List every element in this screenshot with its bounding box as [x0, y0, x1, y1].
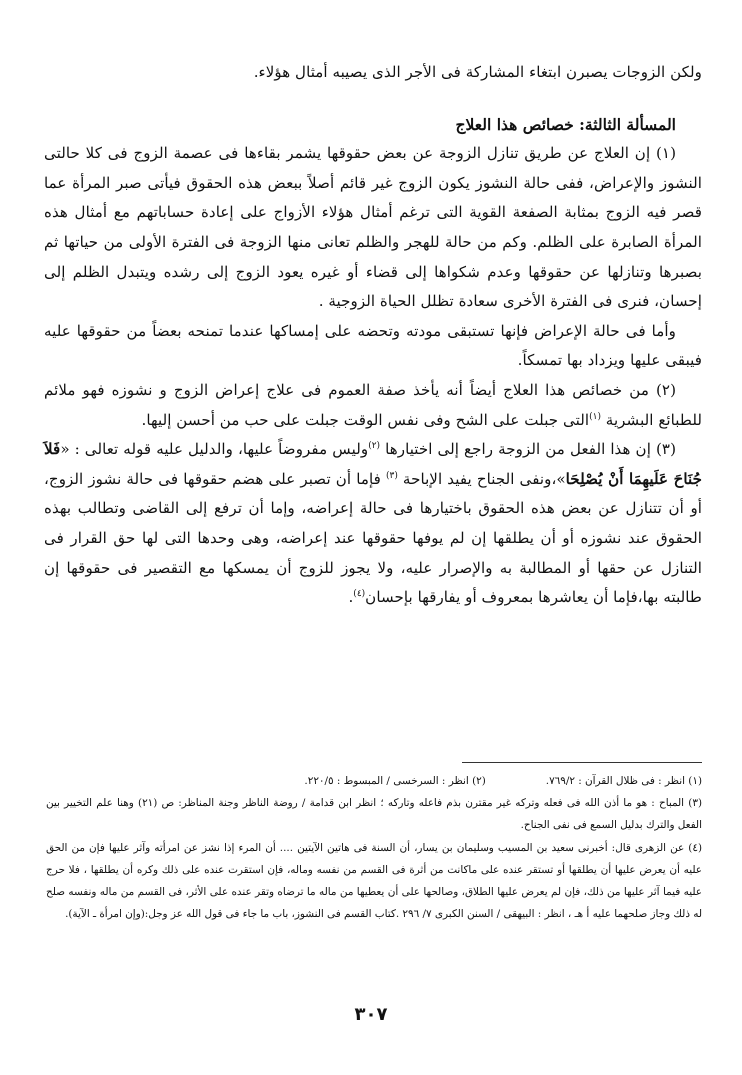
footnote-4: (٤) عن الزهرى قال: أخبرنى سعيد بن المسيب وسليمان بن يسار، أن السنة فى هاتين الآيتين .... أن المرء إذا نشز عن امرأته وآثر عليها فإن من الحق عليه أن يعرض عليها أن يطلقها أو تستقر عنده على ماكانت من أثرة فى القسم من نفسه وماله، فإن استقرت عنده على ذلك وكره أن يطلقها ، فلا حرج عليه فيما آثر عليها من ذلك، فإن لم يعرض عليها الطلاق، وصالحها على أن يعطيها من ماله ما ترضاه وتقر عنده على الأثر، فى القسم من ماله ونفسه صلح له ذلك وجاز صلحهما عليه أ هـ ، انظر : البيهقى / السنن الكبرى ٧/ ٢٩٦ .كتاب القسم فى النشوز، باب ما جاء فى قول الله عز وجل:(وإن امرأة ـ الآية). [46, 841, 702, 921]
footnote-3: (٣) المباح : هو ما أذن الله فى فعله وتركه غير مقترن بذم فاعله وتاركه ؛ انظر ابن قدامة / روضة الناظر وجنة المناظر: ص (٢١) وهنا علم التخيير بين الفعل والترك بدليل السمع فى نفى الجناح. [46, 797, 702, 832]
footnote-ref-3: (٣) [385, 470, 398, 481]
paragraph-4-part-c: »،ونفى الجناح يفيد الإباحة [397, 469, 566, 488]
section-heading-text: خصائص هذا العلاج [455, 114, 574, 134]
footnote-separator [462, 762, 702, 763]
intro-line: ولكن الزوجات يصبرن ابتغاء المشاركة فى الأجر الذى يصيبه أمثال هؤلاء. [253, 63, 702, 81]
paragraph-4-part-b: وليس مفروضاً عليها، والدليل عليه قوله تعالى : « [60, 440, 369, 459]
footnote-ref-2: (٢) [368, 441, 381, 452]
paragraph-3-part-b: التى جبلت على الشح وفى نفس الوقت جبلت على حب من أحسن إليها. [141, 410, 590, 429]
footnote-row-1-2 [46, 770, 702, 792]
paragraph-4 [44, 435, 702, 613]
main-text [44, 58, 702, 613]
paragraph-4-part-a: (٣) إن هذا الفعل من الزوجة راجع إلى اختيارها [380, 440, 676, 459]
footnote-2: (٢) انظر : السرخسى / المبسوط : ٢٢٠/٥. [304, 775, 486, 787]
paragraph-4-part-d: فإما أن تصبر على هضم حقوقها فى حالة نشوز الزوج، أو أن تتنازل عن بعض هذه الحقوق باختيارها فى حالة إعراضه، وإما أن ترفع إلى القاضى وتطالب بهذه الحقوق عند نشوزه أو أن يطلقها إن لم يوفها حقوقها عند إعراضه، وهى وحدها التى لها حق القرار فى التنازل عن حقها أو المطالبة به والإصرار عليه، ولا يجوز للزوج أن يمسكها مع التقصير فى حقوقها إن طالبته بها،فإما أن يعاشرها بمعروف أو يفارقها بإحسان [44, 469, 702, 607]
paragraph-4-end: . [348, 588, 354, 607]
section-heading [44, 110, 702, 140]
section-heading-label: المسألة الثالثة: [573, 114, 676, 134]
paragraph-2: وأما فى حالة الإعراض فإنها تستبقى مودته وتحضه على إمساكها عندما تمنحه بعضاً من حقوقها عليه فيبقى عليها ويزداد بها تمسكاً. [44, 321, 702, 370]
paragraph-3-part-a: (٢) من خصائص هذا العلاج أيضاً أنه يأخذ صفة العموم فى علاج إعراض الزوج و نشوزه فهو ملائم للطبائع البشرية [44, 380, 702, 429]
paragraph-1: (١) إن العلاج عن طريق تنازل الزوجة عن بعض حقوقها يشمر بقاءها فى عصمة الزوج فى كلا حالتى النشوز والإعراض، ففى حالة النشوز يكون الزوج غير قائم أصلاً ببعض هذه الحقوق فيأتى صبر المرأة عما قصر فيه الزوج بمثابة الصفعة القوية التى ترغم أمثال هؤلاء الأزواج على إعادة حساباتهم مع أمثال هذه المرأة الصابرة على الظلم. وكم من حالة للهجر والظلم تعانى منها الزوجة فى الفترة الأولى من حياتها ثم بصبرها وتنازلها عن حقوقها وعدم شكواها إلى قضاء أو غيره يعود الزوج إلى رشده ويتبدل الظلم إلى إحسان، فنرى فى الفترة الأخرى سعادة تظلل الحياة الزوجية . [44, 144, 702, 311]
paragraph-3 [44, 376, 702, 435]
footnote-1: (١) انظر : فى ظلال القرآن : ٧٦٩/٢. [545, 775, 702, 787]
footnote-ref-4: (٤) [353, 589, 366, 600]
quran-quote: فَلاَ جُنَاحَ عَلَيهِمَا أَنْ يُصْلِحَا [44, 440, 703, 488]
footnotes [46, 770, 702, 925]
page-number: ٣٠٧ [354, 1004, 388, 1025]
footnote-ref-1: (١) [589, 411, 601, 422]
